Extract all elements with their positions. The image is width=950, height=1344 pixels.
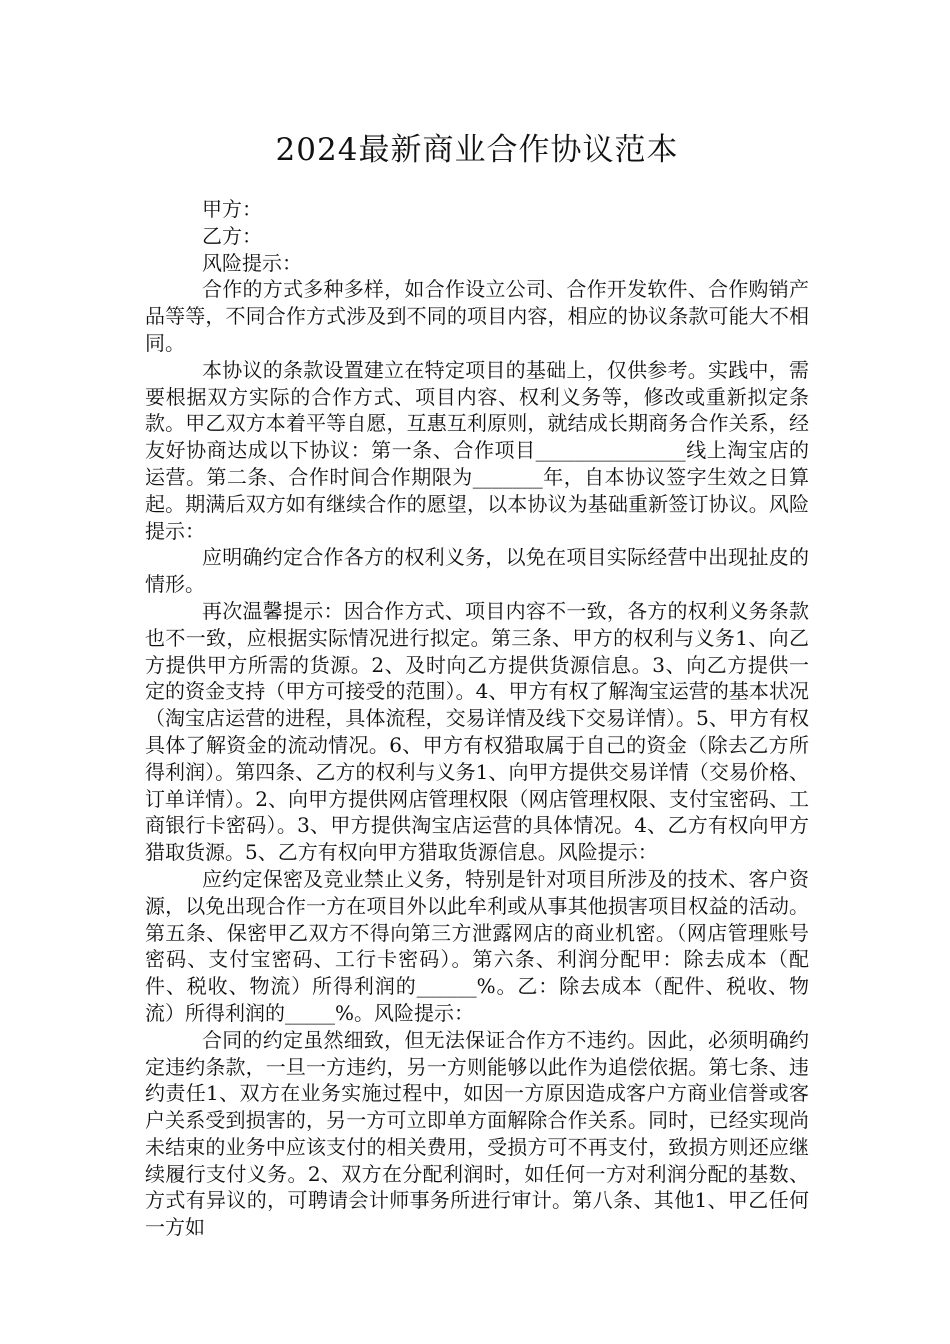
- document-title: 2024最新商业合作协议范本: [275, 132, 679, 168]
- party-b-label: 乙方：: [202, 223, 262, 248]
- paragraph-party-rights: 再次温馨提示：因合作方式、项目内容不一致，各方的权利义务条款也不一致，应根据实际情况进行拟定。第三条、甲方的权利与义务1、向乙方提供甲方所需的货源。2、及时向乙方提供货源信息。3、向乙方提供一定的资金支持（甲方可接受的范围）。4、甲方有权了解淘宝运营的基本状况（淘宝店运营的进程，具体流程，交易详情及线下交易详情）。5、甲方有权具体了解资金的流动情况。6、甲方有权猎取属于自己的资金（除去乙方所得利润）。第四条、乙方的权利与义务1、向甲方提供交易详情（交易价格、订单详情）。2、向甲方提供网店管理权限（网店管理权限、支付宝密码、工商银行卡密码）。3、甲方提供淘宝店运营的具体情况。4、乙方有权向甲方猎取货源。5、乙方有权向甲方猎取货源信息。风险提示：: [145, 598, 809, 865]
- paragraph-rights-obligations: 应明确约定合作各方的权利义务，以免在项目实际经营中出现扯皮的情形。: [145, 545, 809, 597]
- paragraph-cooperation-methods: 合作的方式多种多样，如合作设立公司、合作开发软件、合作购销产品等等，不同合作方式涉及到不同的项目内容，相应的协议条款可能大不相同。: [145, 277, 809, 355]
- paragraph-confidentiality: 应约定保密及竞业禁止义务，特别是针对项目所涉及的技术、客户资源，以免出现合作一方在项目外以此牟利或从事其他损害项目权益的活动。第五条、保密甲乙双方不得向第三方泄露网店的商业机密。（网店管理账号密码、支付宝密码、工行卡密码）。第六条、利润分配甲：除去成本（配件、税收、物流）所得利润的______%。乙：除去成本（配件、税收、物流）所得利润的_____%。风险提示：: [145, 866, 809, 1025]
- document-page: [145, 128, 809, 1241]
- paragraph-breach-liability: 合同的约定虽然细致，但无法保证合作方不违约。因此，必须明确约定违约条款，一旦一方违约，另一方则能够以此作为追偿依据。第七条、违约责任1、双方在业务实施过程中，如因一方原因造成客户方商业信誉或客户关系受到损害的，另一方可立即单方面解除合作关系。同时，已经实现尚未结束的业务中应该支付的相关费用，受损方可不再支付，致损方则还应继续履行支付义务。2、双方在分配利润时，如任何一方对利润分配的基数、方式有异议的，可聘请会计师事务所进行审计。第八条、其他1、甲乙任何一方如: [145, 1027, 809, 1240]
- risk-notice-label: 风险提示：: [202, 250, 302, 275]
- paragraph-agreement-terms: 本协议的条款设置建立在特定项目的基础上，仅供参考。实践中，需要根据双方实际的合作方式、项目内容、权利义务等，修改或重新拟定条款。甲乙双方本着平等自愿，互惠互利原则，就结成长期商务合作关系，经友好协商达成以下协议：第一条、合作项目_______________线上淘宝店的运营。第二条、合作时间合作期限为_______年，自本协议签字生效之日算起。期满后双方如有继续合作的愿望，以本协议为基础重新签订协议。风险提示：: [145, 357, 809, 543]
- party-a-label: 甲方：: [202, 197, 262, 221]
